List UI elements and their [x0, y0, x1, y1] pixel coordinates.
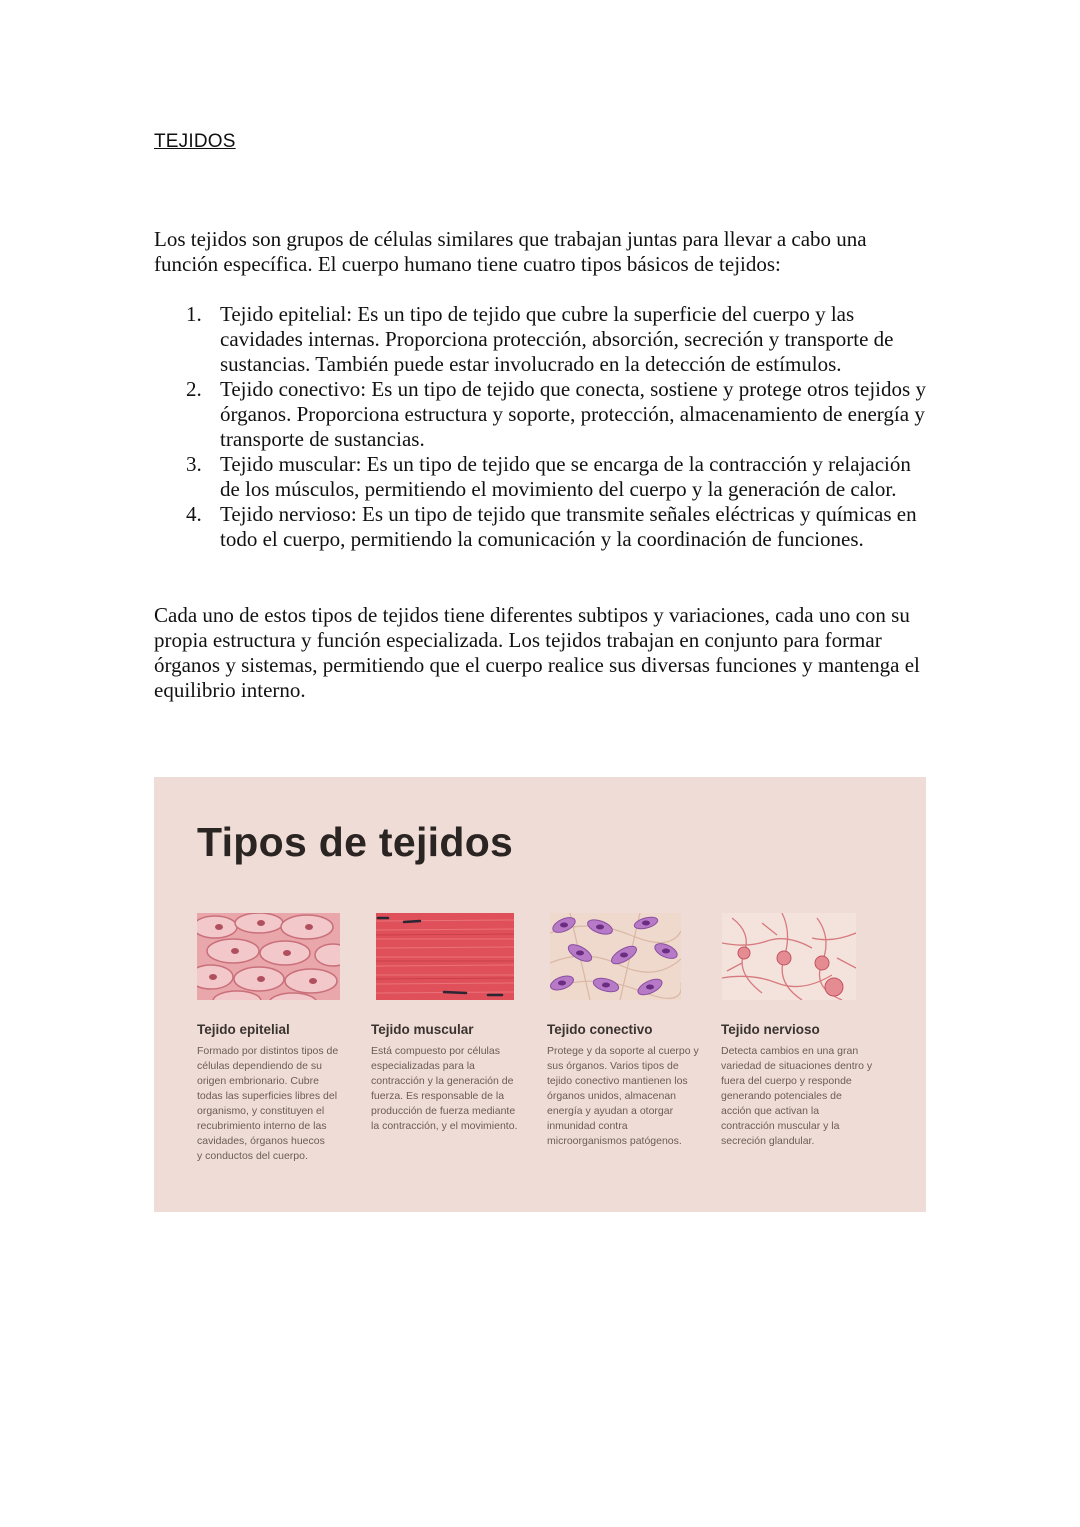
nervous-tissue-image — [722, 913, 856, 1000]
intro-paragraph: Los tejidos son grupos de células similares que trabajan juntas para llevar a cabo una función específica. El cuerpo humano tiene cuatro tipos básicos de tejidos: — [154, 227, 867, 276]
nervous-title: Tejido nervioso — [721, 1022, 820, 1037]
list-number: 3. — [186, 452, 202, 476]
muscle-tissue-image — [376, 913, 514, 1000]
epithelial-description: Formado por distintos tipos de células dependiendo de su origen embrionario. Cubre todas las superficies libres del organismo, y constituyen el recubrimiento interno de las cavidades, órganos huecos y conductos del cuerpo. — [197, 1045, 339, 1162]
muscle-title: Tejido muscular — [371, 1022, 474, 1037]
list-item — [154, 302, 929, 377]
list-number: 2. — [186, 377, 202, 401]
closing-paragraph: Cada uno de estos tipos de tejidos tiene diferentes subtipos y variaciones, cada uno con su propia estructura y función especializada. Los tejidos trabajan en conjunto para formar órganos y sistemas, permitiendo que el cuerpo realice sus diversas funciones y mantenga el equilibrio interno. — [154, 603, 920, 702]
list-item-text: Tejido conectivo: Es un tipo de tejido que conecta, sostiene y protege otros tejidos y órganos. Proporciona estructura y soporte, protección, almacenamiento de energía y transporte de sustancias. — [220, 377, 926, 451]
list-item — [154, 502, 929, 552]
connective-tissue-image — [550, 913, 681, 1000]
list-item-text: Tejido nervioso: Es un tipo de tejido que transmite señales eléctricas y químicas en todo el cuerpo, permitiendo la comunicación y la coordinación de funciones. — [220, 502, 917, 551]
tissue-types-list — [154, 302, 929, 552]
connective-description: Protege y da soporte al cuerpo y sus órganos. Varios tipos de tejido conectivo mantienen los órganos unidos, almacenan energía y ayudan a otorgar inmunidad contra microorganismos patógenos. — [547, 1045, 699, 1147]
list-number: 1. — [186, 302, 202, 326]
list-item — [154, 377, 929, 452]
epithelial-tissue-image — [197, 913, 340, 1000]
figure-title: Tipos de tejidos — [197, 819, 514, 865]
list-item-text: Tejido epitelial: Es un tipo de tejido que cubre la superficie del cuerpo y las cavidades internas. Proporciona protección, absorción, secreción y transporte de sustancias. También puede estar involucrado en la detección de estímulos. — [220, 302, 894, 376]
tissue-types-figure — [154, 777, 926, 1212]
muscle-description: Está compuesto por células especializadas para la contracción y la generación de fuerza. Es responsable de la producción de fuerza mediante la contracción, y el movimiento. — [371, 1045, 518, 1132]
nervous-description: Detecta cambios en una gran variedad de situaciones dentro y fuera del cuerpo y responde generando potenciales de acción que activan la contracción muscular y la secreción glandular. — [721, 1045, 873, 1147]
list-number: 4. — [186, 502, 202, 526]
connective-title: Tejido conectivo — [547, 1022, 653, 1037]
epithelial-title: Tejido epitelial — [197, 1022, 290, 1037]
list-item-text: Tejido muscular: Es un tipo de tejido que se encarga de la contracción y relajación de los músculos, permitiendo el movimiento del cuerpo y la generación de calor. — [220, 452, 911, 501]
list-item — [154, 452, 929, 502]
document-heading: TEJIDOS — [154, 131, 236, 152]
